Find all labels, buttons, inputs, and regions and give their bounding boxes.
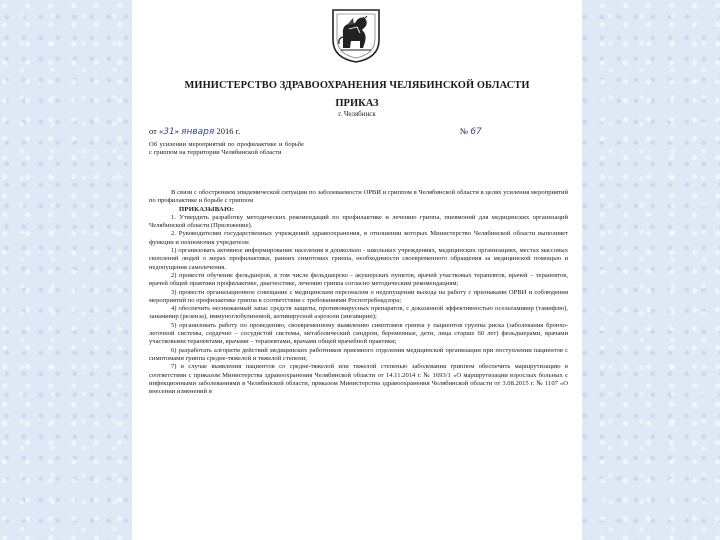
order-body (149, 189, 568, 396)
paragraph-item: 2. Руководителям государственных учреждений здравоохранения, в отношении которых Министерство Челябинской области выполняет функции и полномочия учредителя: (149, 230, 568, 246)
paragraph-item: 1. Утвердить разработку методических рекомендаций по профилактике и лечению гриппа, пневмоний для медицинских организаций Челябинской области (Приложение). (149, 213, 568, 230)
paragraph-subitem: 4) обеспечить неснижаемый запас средств защиты, противовирусных препаратов, с доказанной эффективностью осельтамивир (тамифлю), занамивир (реленза), иммуноглобулиновой, антивирусной аэрозоли (ингавирин); (149, 305, 568, 321)
number-value: 67 (470, 127, 482, 137)
number-label: № (460, 126, 469, 136)
paragraph-subitem: 1) организовать активное информирование населения в дошкольно - школьных учреждениях, медицинских организациях, местах массовых скоплений людей о мерах профилактики, ранних симптомах гриппа, необходимости своевременного обращения за медицинской помощью и недопущения самолечения. (149, 247, 568, 271)
paragraph-preamble: В связи с обострением эпидемической ситуации по заболеваемости ОРВИ и гриппом в Челябинской области в целях усиления мероприятий по профилактике и борьбе с гриппом (149, 189, 568, 205)
order-date (149, 126, 240, 137)
chelyabinsk-coat-of-arms-icon (329, 4, 383, 64)
paragraph-subitem: 6) разработать алгоритм действий медицинских работников приемного отделения медицинской организации при поступлении пациентов с симптомами гриппа средне-тяжелой и тяжелой степени; (149, 346, 568, 362)
city-label: г. Челябинск (338, 110, 376, 118)
order-number (460, 126, 482, 137)
paragraph-subitem: 7) в случае выявления пациентов со средне-тяжелой или тяжелой степенью заболевания гриппом обеспечить маршрутизацию в соответствии с приказом Министерства здравоохранения Челябинской области от 14.11.2014 г. № 1693/1 «О маршрутизации взрослых больных с инфекционными заболеваниями в Челябинской области, приказом Министерства здравоохранения Челябинской области от 3.08.2015 г. № 1107 «О внесении изменений в (149, 363, 568, 396)
paragraph-subitem: 3) провести организационное совещание с медицинским персоналом о недопущении выхода на работу с признаками ОРВИ и соблюдения мероприятий по профилактике гриппа в соответствии с требованиями Роспотребнадзора; (149, 288, 568, 304)
date-year: 2016 г. (214, 126, 241, 136)
ministry-title: МИНИСТЕРСТВО ЗДРАВООХРАНЕНИЯ ЧЕЛЯБИНСКОЙ ОБЛАСТИ (184, 80, 530, 91)
date-mid: » (174, 126, 182, 136)
date-prefix: от « (149, 126, 164, 136)
date-day: 31 (163, 127, 175, 137)
order-title: ПРИКАЗ (335, 98, 379, 109)
paragraph-subitem: 2) провести обучение фельдшеров, в том числе фельдшерско - акушерских пунктов, врачей участковых терапевтов, врачей – терапевтов, врачей общей практики профилактике, диагностике, лечению гриппа согласно методическим рекомендациям; (149, 271, 568, 288)
paragraph-command: ПРИКАЗЫВАЮ: (179, 205, 235, 213)
paragraph-subitem: 5) организовать работу по проведению, своевременному выявлению симптомов гриппа у пациентов группы риска (заболевания бронхо-легочной системы, сердечно – сосудистой системы, метаболический синдром, беременные, дети, лица старше 60 лет) фельдшерами, врачами участковыми терапевтами, врачами – терапевтами, врачами общей врачебной практики; (149, 321, 568, 346)
order-subject: Об усилении мероприятий по профилактике и борьбе с гриппом на территории Челябинской области (149, 141, 304, 157)
document-page (132, 0, 582, 540)
date-month: января (181, 127, 215, 137)
